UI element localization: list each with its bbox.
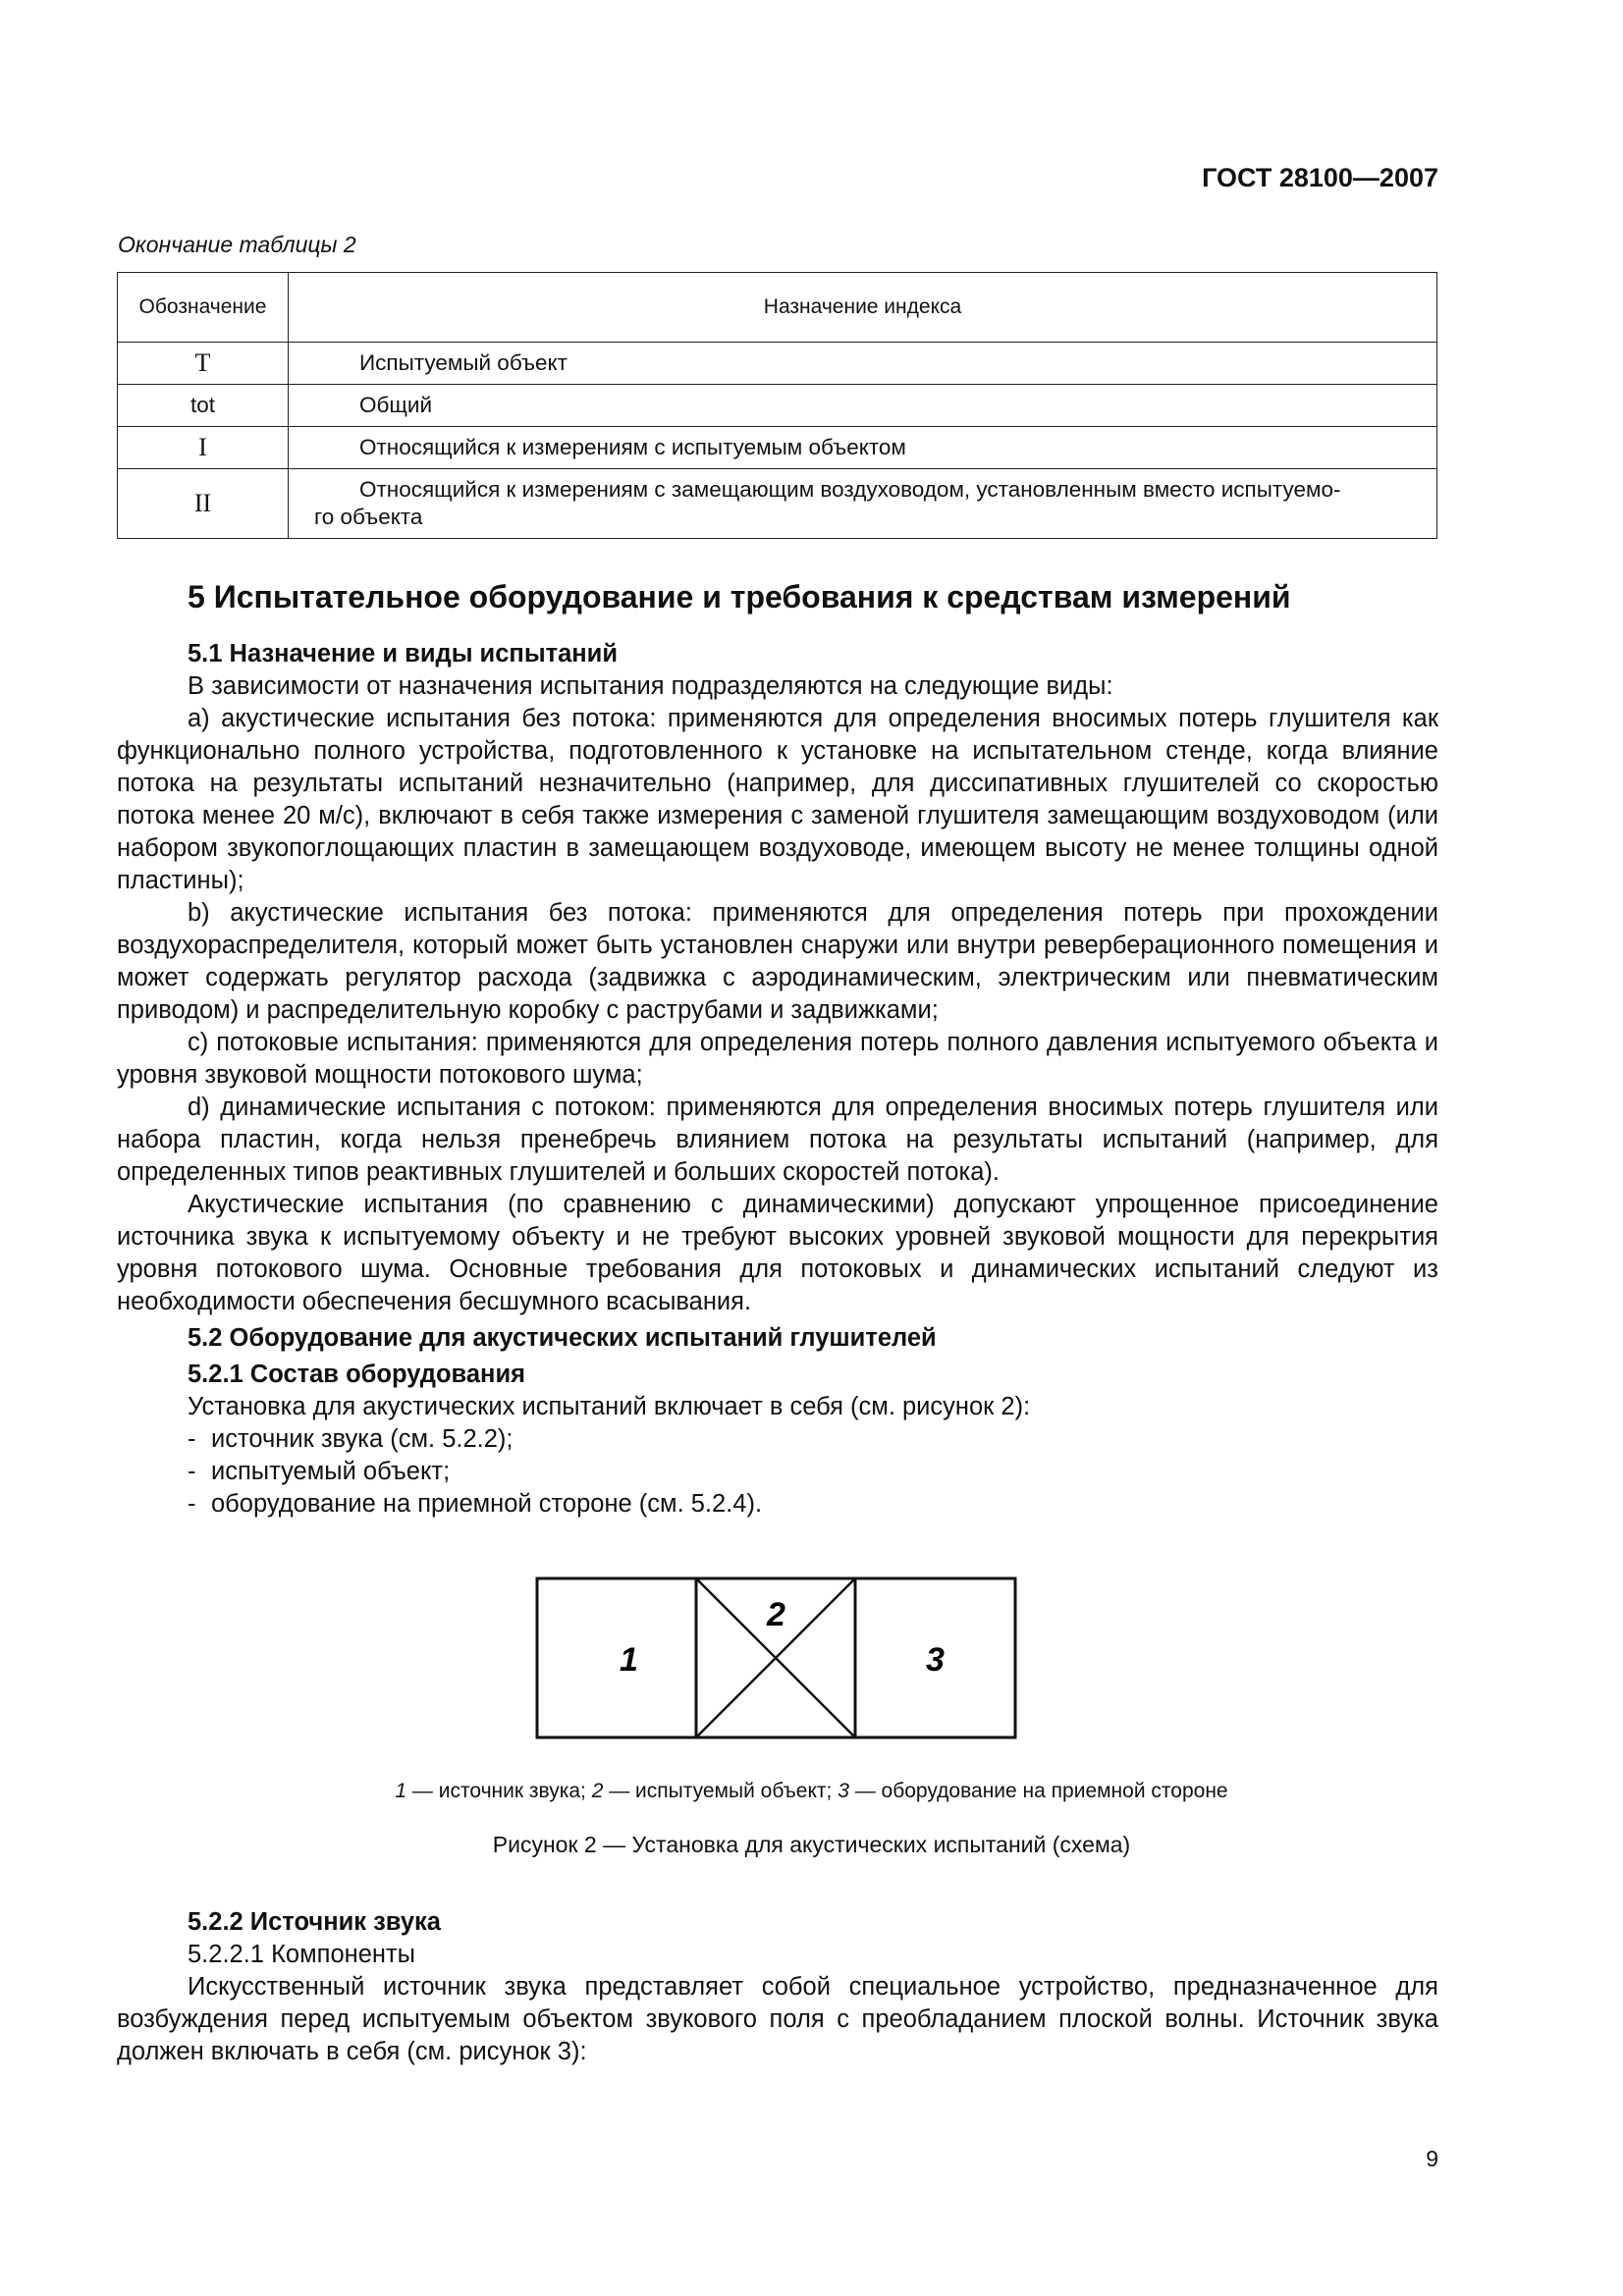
document-standard-header: ГОСТ 28100—2007 bbox=[1202, 163, 1438, 192]
list-item-a: a) акустические испытания без потока: применяются для определения вносимых потерь глушителя как функционально полного устройства, подготовленного к установке на испытательном стенде, когда влияние потока на результаты испытаний незначительно (например, для диссипативных глушителей со скоростью потока менее 20 м/с), включают в себя также измерения с заменой глушителя замещающим воздуховодом (или набором звукопоглощающих пластин в замещающем воздуховоде, имеющем высоту не менее толщины одной пластины); bbox=[117, 705, 1438, 894]
table-cell-symbol: II bbox=[118, 469, 289, 539]
table-cell-meaning-text: Относящийся к измерениям с испытуемым объектом bbox=[359, 435, 906, 459]
paragraph-acoustic-tests: Акустические испытания (по сравнению с динамическими) допускают упрощенное присоединение источника звука к испытуемому объекту и не требуют высоких уровней звуковой мощности для перекрытия уровня потокового шума. Основные требования для потоковых и динамических испытаний следуют из необходимости обеспечения бесшумного всасывания. bbox=[117, 1191, 1438, 1315]
list-item-text: оборудование на приемной стороне (см. 5.2.4). bbox=[211, 1490, 763, 1518]
section-5-1-title: 5.1 Назначение и виды испытаний bbox=[188, 640, 619, 667]
table-row bbox=[118, 427, 1437, 469]
list-item-b: b) акустические испытания без потока: применяются для определения потерь при прохождении воздухораспределителя, который может быть установлен снаружи или внутри реверберационного помещения и может содержать регулятор расхода (задвижка с аэродинамическим, электрическим или пневматическим приводом) и распределительную коробку с раструбами и задвижками; bbox=[117, 899, 1438, 1024]
section-5-2-1-intro: Установка для акустических испытаний включает в себя (см. рисунок 2): bbox=[188, 1393, 1031, 1420]
legend-num-1: 1 bbox=[395, 1780, 407, 1802]
table-cell-symbol: I bbox=[118, 427, 289, 469]
section-5-2-2-title: 5.2.2 Источник звука bbox=[188, 1908, 441, 1936]
section-5-2-title: 5.2 Оборудование для акустических испытаний глушителей bbox=[188, 1324, 937, 1352]
table-cell-meaning-text-cont: го объекта bbox=[314, 505, 423, 529]
section-5-2-2-body bbox=[117, 1906, 1438, 2068]
section-5-title: 5 Испытательное оборудование и требования к средствам измерений bbox=[188, 579, 1291, 614]
figure-caption: Рисунок 2 — Установка для акустических испытаний (схема) bbox=[492, 1832, 1131, 1857]
table-cell-meaning-text: Испытуемый объект bbox=[359, 350, 568, 375]
legend-num-2: 2 bbox=[591, 1780, 604, 1802]
table-header-meaning: Назначение индекса bbox=[289, 273, 1437, 343]
diagram-label-1: 1 bbox=[620, 1641, 638, 1679]
table-cell-symbol: T bbox=[118, 343, 289, 385]
dash-bullet: - bbox=[188, 1490, 196, 1518]
section-5-1-intro: В зависимости от назначения испытания подразделяются на следующие виды: bbox=[188, 672, 1113, 700]
list-item-c: c) потоковые испытания: применяются для определения потерь полного давления испытуемого объекта и уровня звуковой мощности потокового шума; bbox=[117, 1029, 1438, 1089]
table-cell-meaning-text: Относящийся к измерениям с замещающим воздуховодом, установленным вместо испытуемо- bbox=[359, 477, 1341, 502]
figure-legend bbox=[0, 1780, 1623, 1803]
list-item bbox=[188, 1456, 1438, 1488]
paragraph-sound-source: Искусственный источник звука представляет собой специальное устройство, предназначенное для возбуждения перед испытуемым объектом звукового поля с преобладанием плоской волны. Источник звука должен включать в себя (см. рисунок 3): bbox=[117, 1973, 1438, 2065]
section-5-body bbox=[117, 638, 1438, 1521]
legend-text-3: — оборудование на приемной стороне bbox=[848, 1780, 1228, 1802]
diagram-label-2: 2 bbox=[767, 1596, 785, 1633]
legend-num-3: 3 bbox=[838, 1780, 849, 1802]
list-item bbox=[188, 1423, 1438, 1456]
legend-text-2: — испытуемый объект; bbox=[603, 1780, 839, 1802]
list-item bbox=[188, 1488, 1438, 1521]
section-5-2-2-1-title: 5.2.2.1 Компоненты bbox=[188, 1941, 415, 1968]
section-5-2-1-title: 5.2.1 Состав оборудования bbox=[188, 1361, 526, 1388]
list-item-text: источник звука (см. 5.2.2); bbox=[211, 1425, 514, 1453]
dash-bullet: - bbox=[188, 1458, 196, 1485]
page-number: 9 bbox=[1426, 2146, 1438, 2171]
figure-2-diagram bbox=[535, 1576, 1017, 1739]
table-row bbox=[118, 469, 1437, 539]
table-cell-meaning bbox=[289, 469, 1437, 539]
table-cell-meaning bbox=[289, 343, 1437, 385]
table-cell-symbol: tot bbox=[118, 385, 289, 427]
table-row bbox=[118, 343, 1437, 385]
dash-bullet: - bbox=[188, 1425, 196, 1453]
table-cell-meaning bbox=[289, 385, 1437, 427]
table-caption: Окончание таблицы 2 bbox=[118, 232, 356, 257]
list-item-d: d) динамические испытания с потоком: применяются для определения вносимых потерь глушителя или набора пластин, когда нельзя пренебречь влиянием потока на результаты испытаний (например, для определенных типов реактивных глушителей и больших скоростей потока). bbox=[117, 1094, 1438, 1186]
diagram-label-3: 3 bbox=[926, 1641, 945, 1679]
index-table bbox=[117, 272, 1437, 539]
legend-text-1: — источник звука; bbox=[406, 1780, 592, 1802]
table-header-symbol: Обозначение bbox=[118, 273, 289, 343]
list-item-text: испытуемый объект; bbox=[211, 1458, 451, 1485]
table-cell-meaning-text: Общий bbox=[359, 393, 433, 417]
table-row bbox=[118, 385, 1437, 427]
table-header-row bbox=[118, 273, 1437, 343]
table-cell-meaning bbox=[289, 427, 1437, 469]
